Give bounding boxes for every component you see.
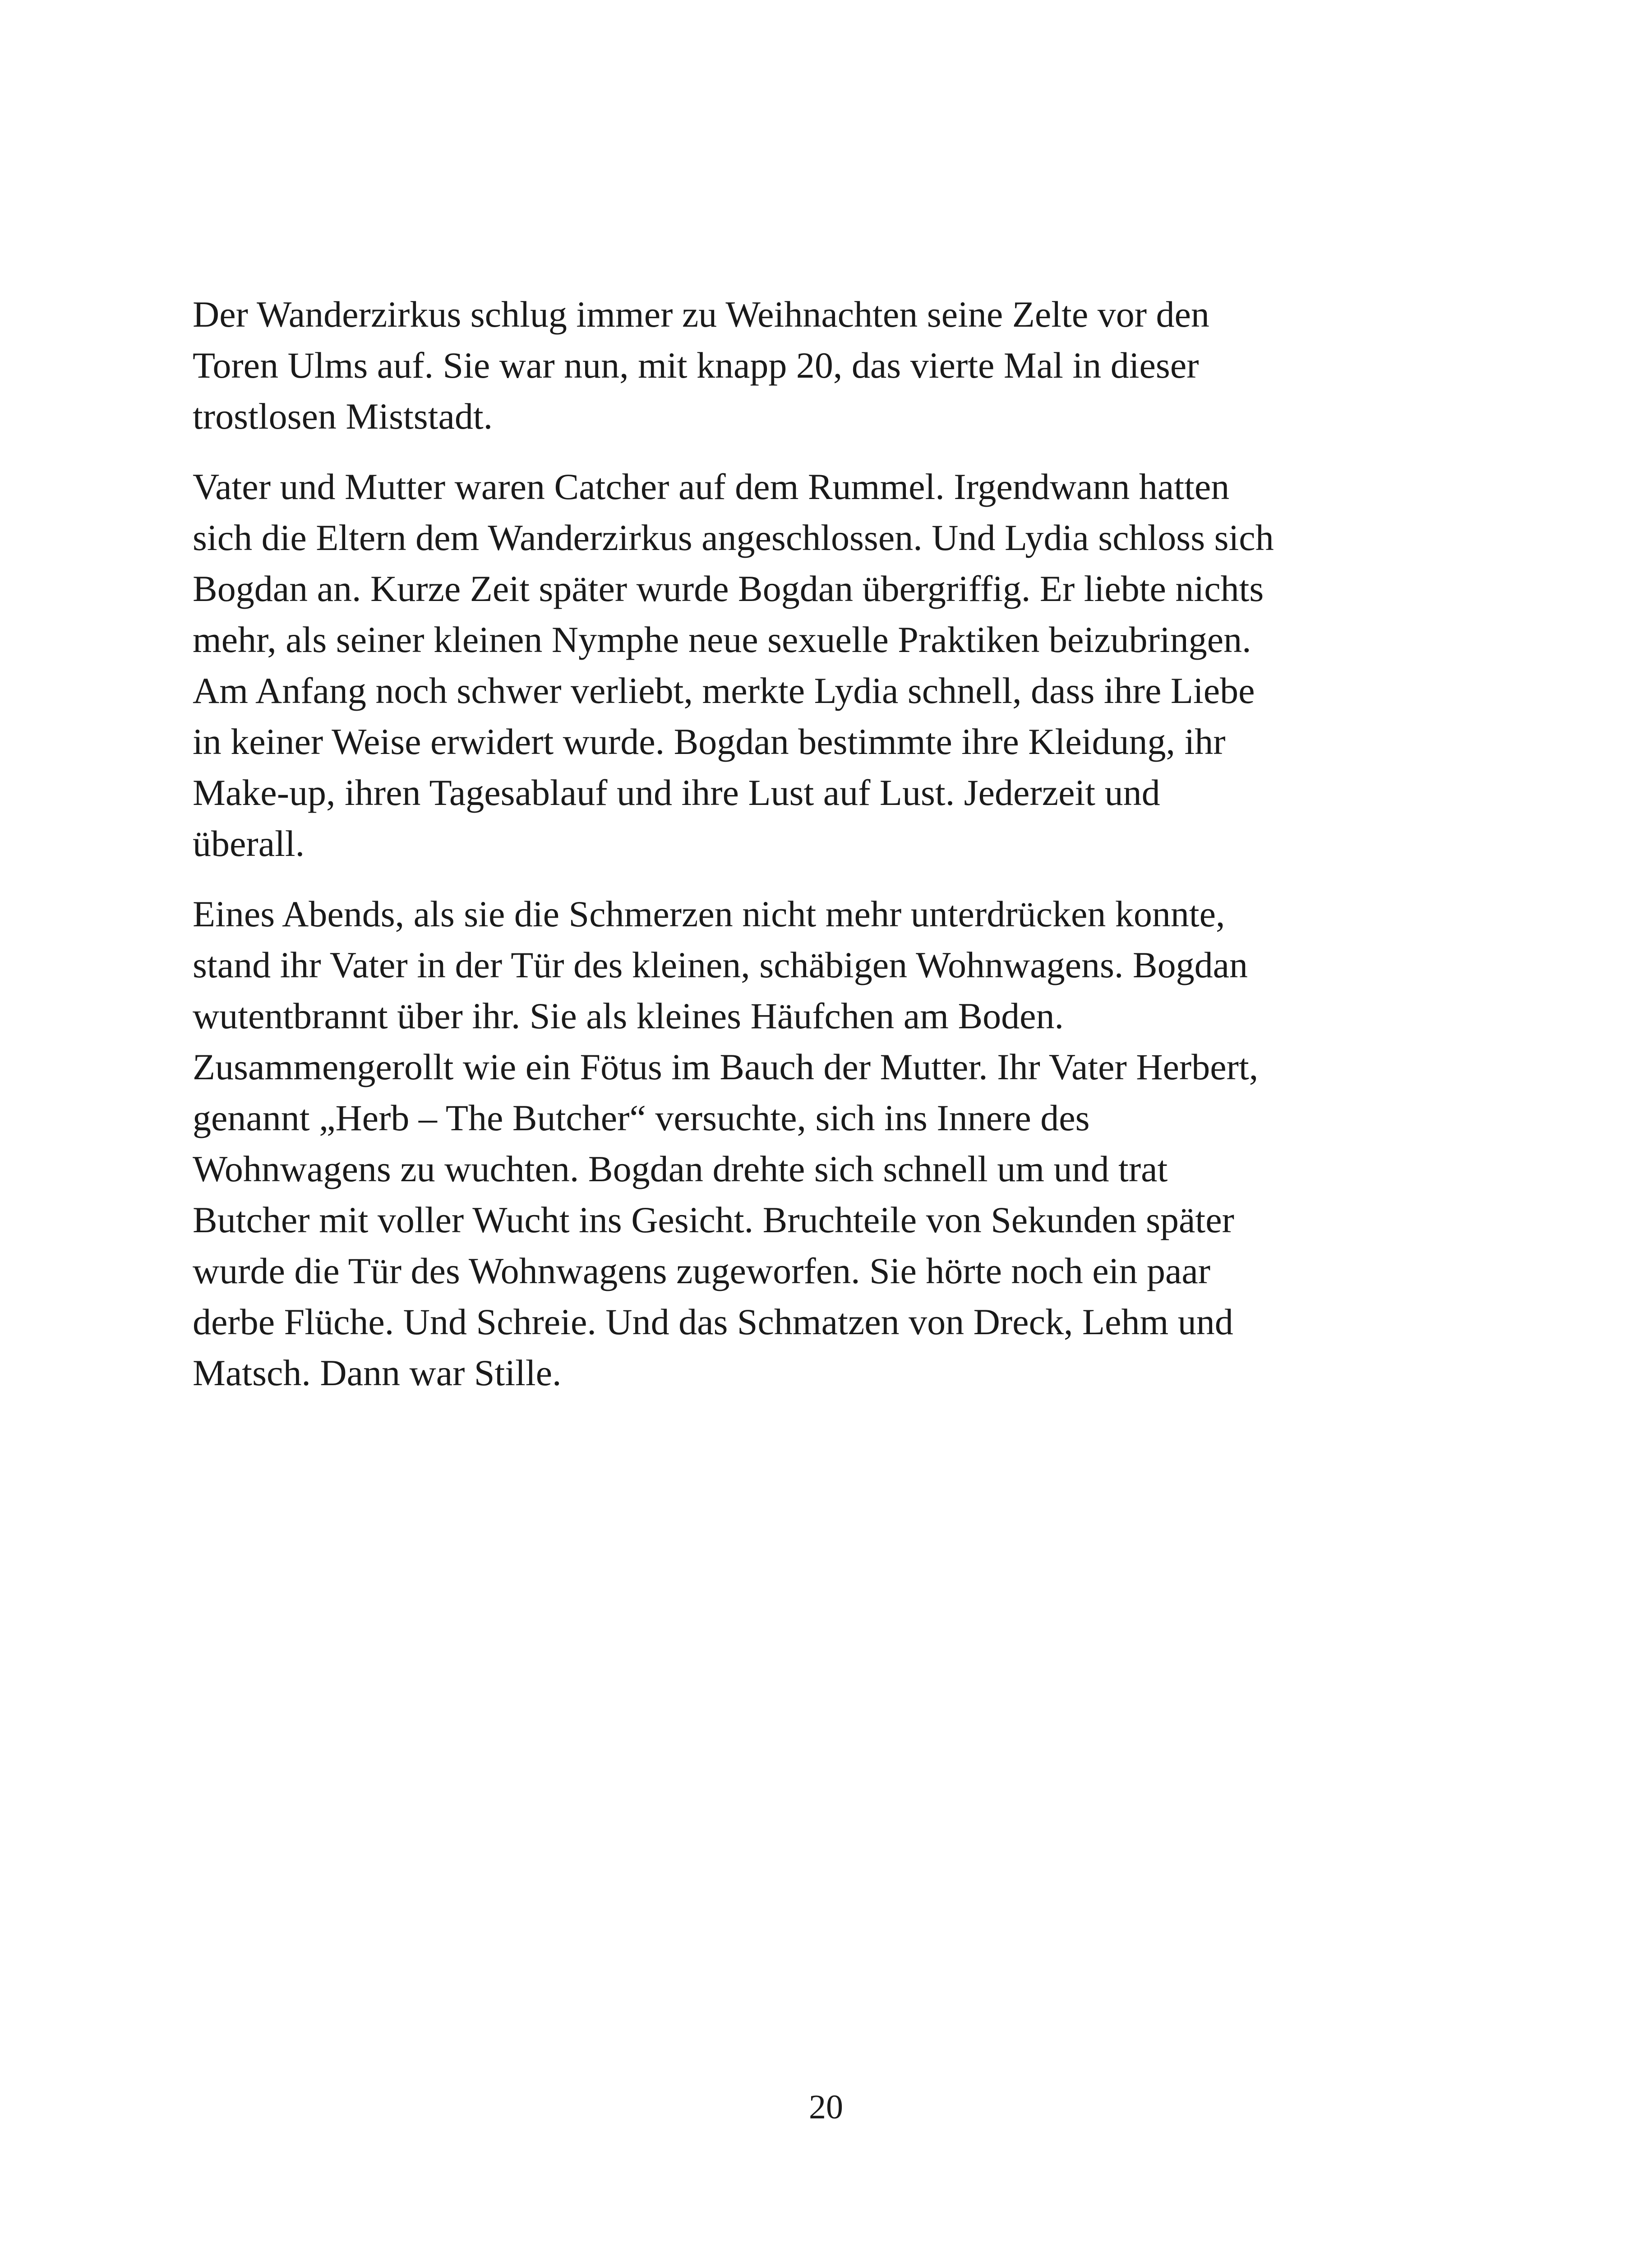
text-line: wutentbrannt über ihr. Sie als kleines Häufchen am Boden. [193,995,1064,1036]
text-line: Matsch. Dann war Stille. [193,1352,562,1393]
page-number: 20 [809,2088,843,2126]
text-line: Zusammengerollt wie ein Fötus im Bauch der Mutter. Ihr Vater Herbert, [193,1046,1259,1087]
text-line: überall. [193,823,305,864]
text-line: trostlosen Miststadt. [193,396,493,437]
text-line: Make-up, ihren Tagesablauf und ihre Lust auf Lust. Jederzeit und [193,772,1160,813]
text-line: Butcher mit voller Wucht ins Gesicht. Bruchteile von Sekunden später [193,1199,1234,1240]
text-line: Vater und Mutter waren Catcher auf dem Rummel. Irgendwann hatten [193,466,1230,507]
paragraph-1 [193,289,1456,442]
text-line: Am Anfang noch schwer verliebt, merkte Lydia schnell, dass ihre Liebe [193,670,1255,711]
paragraph-3 [193,888,1456,1398]
text-line: Wohnwagens zu wuchten. Bogdan drehte sich schnell um und trat [193,1148,1168,1189]
text-line: sich die Eltern dem Wanderzirkus angeschlossen. Und Lydia schloss sich [193,517,1274,558]
text-line: in keiner Weise erwidert wurde. Bogdan bestimmte ihre Kleidung, ihr [193,721,1226,762]
body-text [193,289,1456,1418]
text-line: mehr, als seiner kleinen Nymphe neue sexuelle Praktiken beizubringen. [193,619,1251,660]
text-line: Eines Abends, als sie die Schmerzen nicht mehr unterdrücken konnte, [193,893,1225,934]
text-line: stand ihr Vater in der Tür des kleinen, schäbigen Wohnwagens. Bogdan [193,944,1248,985]
text-line: Der Wanderzirkus schlug immer zu Weihnachten seine Zelte vor den [193,294,1209,335]
text-line: Bogdan an. Kurze Zeit später wurde Bogdan übergriffig. Er liebte nichts [193,568,1264,609]
text-line: derbe Flüche. Und Schreie. Und das Schmatzen von Dreck, Lehm und [193,1301,1233,1342]
text-line: wurde die Tür des Wohnwagens zugeworfen. Sie hörte noch ein paar [193,1250,1211,1291]
text-line: Toren Ulms auf. Sie war nun, mit knapp 20, das vierte Mal in dieser [193,345,1199,386]
text-line: genannt „Herb – The Butcher“ versuchte, sich ins Innere des [193,1097,1090,1138]
paragraph-2 [193,461,1456,869]
